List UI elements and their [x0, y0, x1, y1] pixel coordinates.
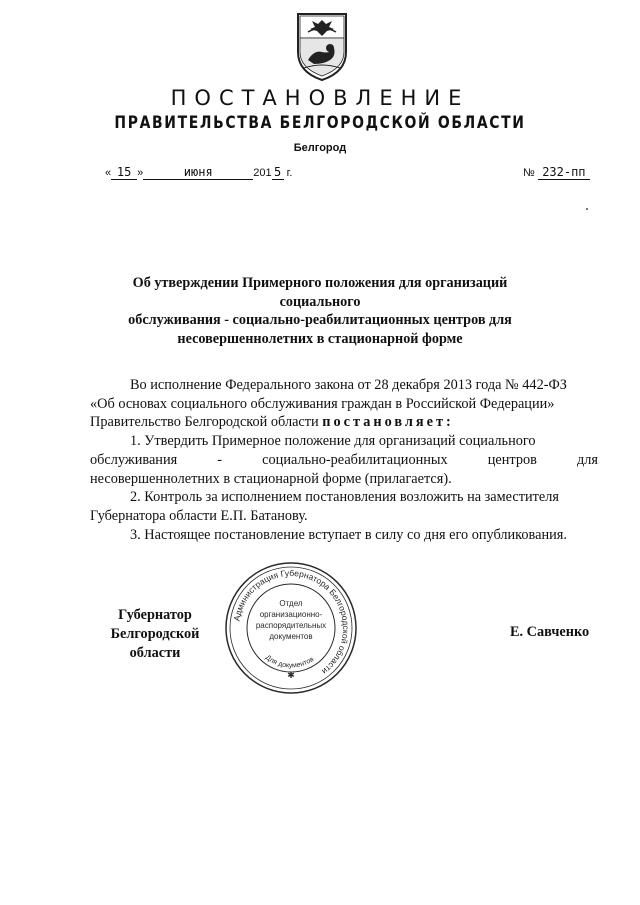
date-day: 15	[111, 166, 137, 180]
stamp-bottom-text: Для документов	[263, 654, 316, 670]
stamp-center-line-1: Отдел	[279, 599, 303, 608]
stamp-center-line-2: организационно-	[259, 610, 323, 619]
item-1-word-5: для	[577, 451, 598, 468]
official-stamp	[223, 560, 359, 696]
preamble-line-1: Во исполнение Федерального закона от 28 декабря 2013 года № 442-ФЗ	[130, 377, 567, 393]
date-close-quote: »	[137, 167, 144, 179]
date-year-digit: 5	[272, 166, 284, 180]
document-number: 232-пп	[538, 166, 590, 180]
item-1-word-1: обслуживания	[90, 451, 178, 468]
document-body	[90, 376, 598, 544]
preamble-subject: Правительство Белгородской области	[90, 414, 319, 431]
date-month: июня	[143, 166, 253, 180]
document-title	[100, 274, 540, 348]
issuer-heading: ПРАВИТЕЛЬСТВА БЕЛГОРОДСКОЙ ОБЛАСТИ	[114, 113, 526, 133]
item-1-line-2	[90, 451, 598, 470]
title-line-1: Об утверждении Примерного положения для организаций социального	[132, 275, 508, 310]
position-line-1: Губернатор	[118, 607, 192, 623]
item-1-word-2: -	[217, 451, 223, 468]
title-line-3: несовершеннолетних в стационарной форме	[177, 330, 463, 347]
stamp-center-line-3: распорядительных	[255, 621, 327, 630]
title-line-2: обслуживания - социально-реабилитационных центров для	[128, 312, 512, 328]
preamble-line-3	[90, 413, 598, 432]
coat-of-arms-emblem	[294, 10, 350, 82]
item-3-line-1: 3. Настоящее постановление вступает в силу со дня его опубликования.	[130, 526, 567, 543]
item-2-line-2: Губернатора области Е.П. Батанову.	[90, 507, 308, 524]
signatory-name: Е. Савченко	[510, 624, 590, 640]
item-1-word-3: социально-реабилитационных	[262, 451, 448, 468]
date-line	[105, 166, 292, 180]
date-open-quote: «	[105, 167, 112, 179]
city-name: Белгород	[293, 142, 347, 154]
item-1-line-1: 1. Утвердить Примерное положение для организаций социального	[130, 433, 536, 450]
date-year-suffix: г.	[283, 167, 293, 179]
document-number-line	[523, 166, 590, 180]
scan-speck	[586, 208, 588, 210]
position-line-2: Белгородской области	[110, 626, 200, 661]
svg-text:✱: ✱	[287, 671, 295, 681]
item-1-line-3: несовершеннолетних в стационарной форме (прилагается).	[90, 470, 452, 487]
item-1-word-4: центров	[487, 451, 537, 468]
item-2-line-1: 2. Контроль за исполнением постановления возложить на заместителя	[130, 489, 559, 506]
decree-verb: постановляет:	[322, 414, 454, 431]
stamp-center-line-4: документов	[269, 632, 313, 641]
stamp-ring-text: Администрация Губернатора Белгородской области	[231, 567, 352, 677]
document-type-heading: ПОСТАНОВЛЕНИЕ	[170, 86, 470, 110]
preamble-line-2: «Об основах социального обслуживания граждан в Российской Федерации»	[90, 395, 555, 412]
date-year-prefix: 201	[253, 167, 272, 179]
signatory-position	[90, 606, 220, 663]
number-label: №	[523, 167, 535, 179]
